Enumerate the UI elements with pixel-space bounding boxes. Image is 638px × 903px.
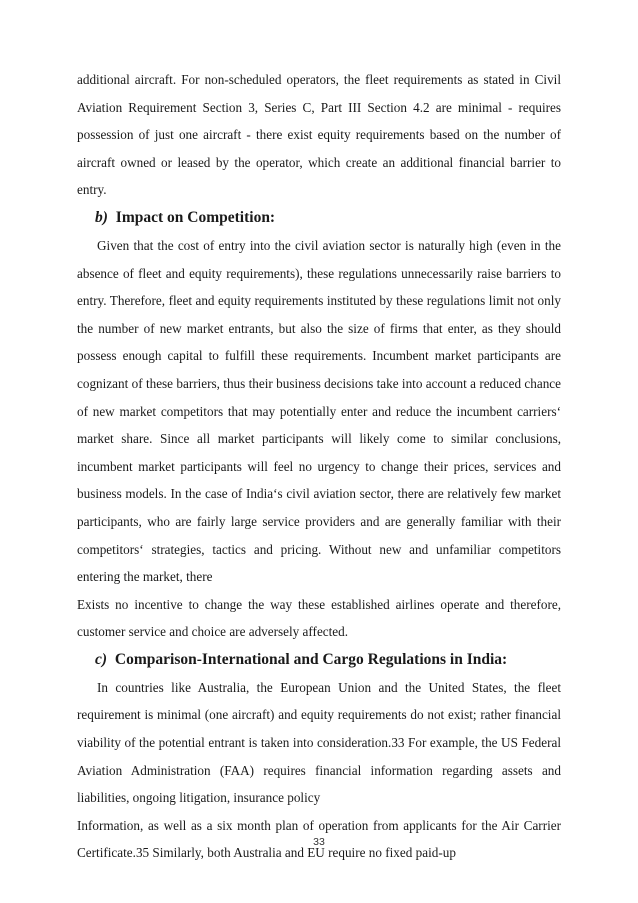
heading-text: Comparison-International and Cargo Regulations in India: [114,650,508,668]
paragraph-faa-information: Information, as well as a six month plan of operation from applicants for the Air Carrier Certificate.35 Similarly, both Australia and EU require no fixed paid-up [77,817,561,861]
page-body [77,66,561,867]
heading-text: Impact on Competition: [115,208,276,226]
paragraph-fleet-requirements: additional aircraft. For non-scheduled operators, the fleet requirements as stated in Civil Aviation Requirement Section 3, Series C, Part III Section 4.2 are minimal - requires possession of just one aircraft - there exist equity requirements based on the number of aircraft owned or leased by the operator, which create an additional financial barrier to entry. [77,72,561,198]
page-number: 33 [313,836,325,848]
heading-impact-on-competition [77,204,561,232]
paragraph-no-incentive: Exists no incentive to change the way these established airlines operate and therefore, customer service and choice are adversely affected. [77,596,561,640]
paragraph-international-comparison: In countries like Australia, the European Union and the United States, the fleet requirement is minimal (one aircraft) and equity requirements do not exist; rather financial viability of the potential entrant is taken into consideration.33 For example, the US Federal Aviation Administration (FAA) requires financial information regarding assets and liabilities, ongoing litigation, insurance policy [77,679,561,806]
paragraph-entry-barriers: Given that the cost of entry into the civil aviation sector is naturally high (even in the absence of fleet and equity requirements), these regulations unnecessarily raise barriers to entry. Therefore, fleet and equity requirements instituted by these regulations limit not only the number of new market entrants, but also the size of firms that enter, as they should possess enough capital to fulfill these requirements. Incumbent market participants are cognizant of these barriers, thus their business decisions take into account a reduced chance of new market competitors that may potentially enter and reduce the incumbent carriers‘ market share. Since all market participants will likely come to similar conclusions, incumbent market participants will feel no urgency to change their prices, services and business models. In the case of India‘s civil aviation sector, there are relatively few market participants, who are fairly large service providers and are generally familiar with their competitors‘ strategies, tactics and pricing. Without new and unfamiliar competitors entering the market, there [77,237,561,585]
heading-comparison-international [77,646,561,674]
heading-label: b) [95,208,108,226]
heading-label: c) [95,650,108,668]
